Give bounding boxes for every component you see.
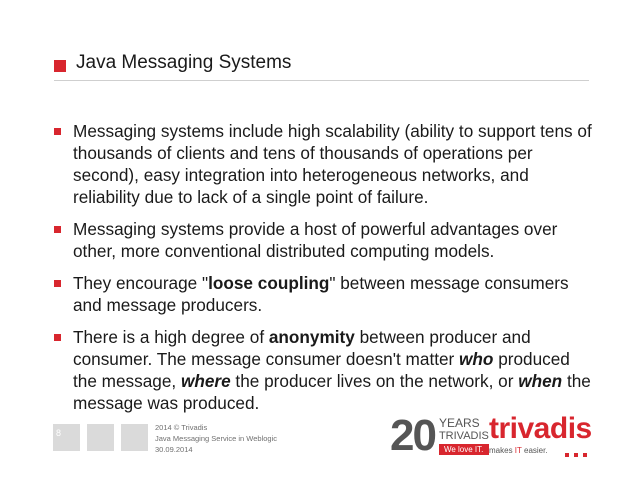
text-run: " between message consumers and message producers. [73,273,569,315]
page-number: 8 [56,428,62,438]
text-run: produced the message, [73,349,570,391]
footer-gray-box [121,424,148,451]
footer-page-box [53,424,80,451]
bullet-text [73,272,596,316]
slide-title-bar [54,52,291,74]
trivadis-wordmark: trivadis [489,412,592,445]
footer-gray-box [87,424,114,451]
years-label: YEARS [438,416,480,430]
we-love-it-badge: We love IT. [439,444,489,455]
footer-copyright: 2014 © Trivadis [155,423,208,432]
bullet-list [48,120,596,424]
years-text-block [439,417,489,455]
text-run: Messaging systems include high scalability (ability to support tens of thousands of clients and tens of thousands of operations per second), easy integration into heterogeneous networks, and reliability due to lack of a single point of failure. [73,121,592,207]
text-run: the producer lives on the network, or [230,371,519,391]
logo-dot [583,453,587,457]
text-run: There is a high degree of [73,327,269,347]
text-run: They encourage " [73,273,209,293]
bullet-item [48,272,596,316]
tagline-part: makes [489,446,515,455]
footer-deck-title: Java Messaging Service in Weblogic [155,434,278,443]
logo-dots [560,444,587,462]
emphasis-text: who [459,349,494,369]
emphasis-text: loose coupling [208,273,330,293]
emphasis-text: when [518,371,563,391]
bullet-text [73,326,596,414]
bullet-square-icon [54,226,61,233]
twenty-years-logo [390,411,489,460]
logo-dot [574,453,578,457]
bullet-square-icon [54,280,61,287]
title-marker-square [54,60,66,72]
text-run: the message was produced. [73,371,591,413]
footer-date: 30.09.2014 [155,445,193,454]
tagline-part: easier. [521,446,548,455]
footer-meta [155,422,277,455]
slide-title: Java Messaging Systems [76,52,292,73]
trivadis-small-label: TRIVADIS [438,430,489,442]
twenty-number: 20 [390,411,435,460]
title-divider [54,80,589,81]
bullet-text [73,218,596,262]
bullet-square-icon [54,128,61,135]
bullet-text [73,120,596,208]
bullet-item [48,120,596,208]
emphasis-text: where [180,371,231,391]
emphasis-text: anonymity [268,327,355,347]
bullet-item [48,326,596,414]
text-run: between producer and consumer. The message consumer doesn't matter [73,327,531,369]
bullet-square-icon [54,334,61,341]
logo-dot [565,453,569,457]
bullet-item [48,218,596,262]
tagline-it: IT [514,446,522,455]
text-run: Messaging systems provide a host of powerful advantages over other, more conventional distributed computing models. [73,219,558,261]
